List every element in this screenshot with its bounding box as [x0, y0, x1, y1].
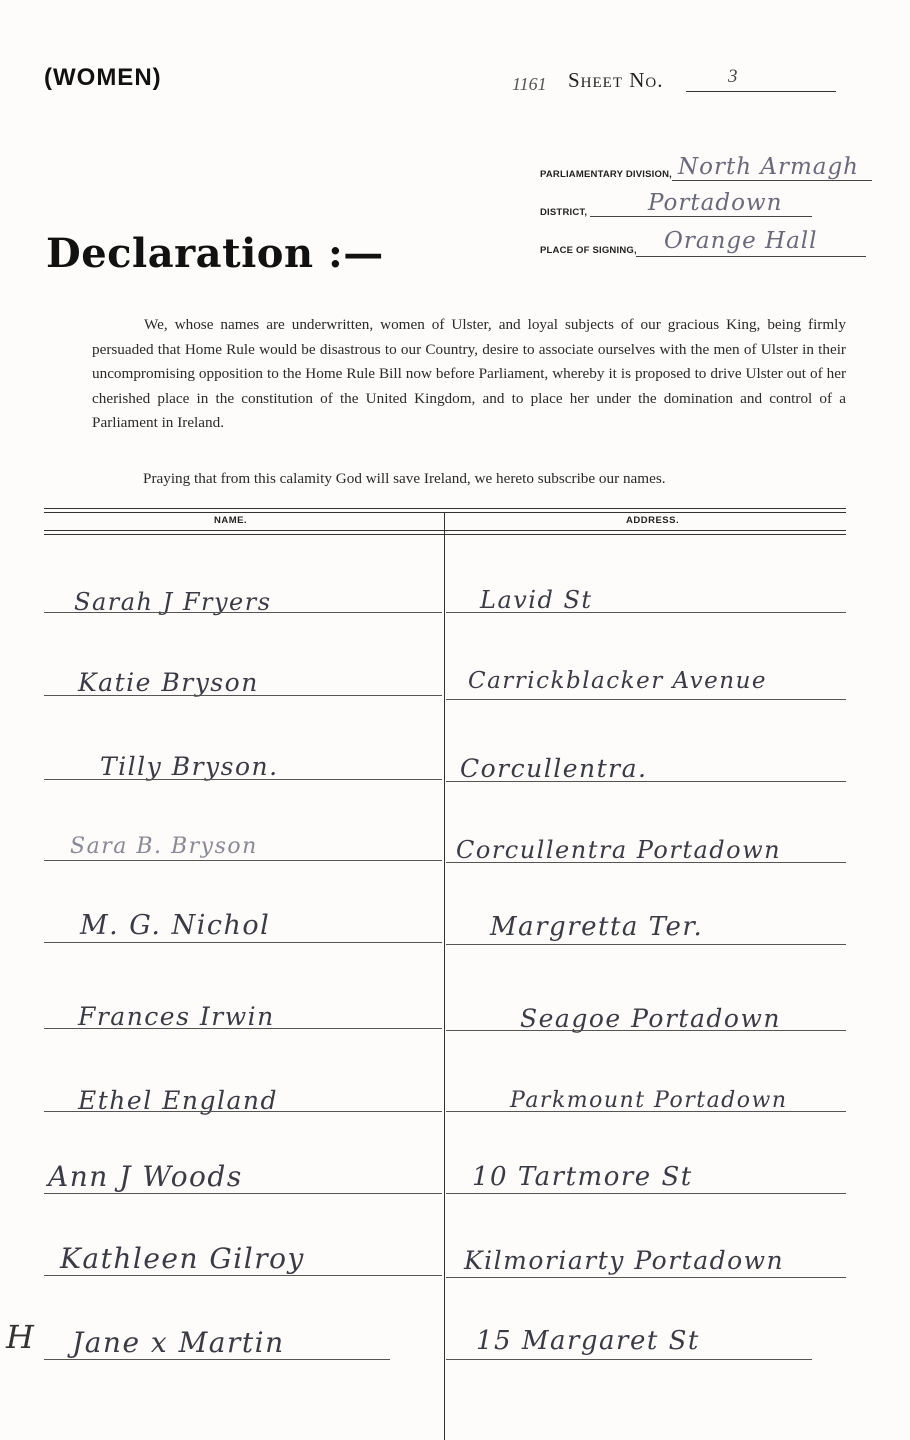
place-label: PLACE OF SIGNING, — [540, 245, 637, 256]
name-column-header: NAME. — [214, 515, 248, 526]
signature-address: 15 Margaret St — [476, 1326, 700, 1356]
declaration-title: Declaration :— — [46, 230, 384, 277]
address-rule — [446, 1277, 846, 1278]
name-rule — [44, 942, 442, 943]
division-line — [672, 180, 872, 181]
signature-address: Corcullentra. — [460, 754, 648, 783]
address-rule — [446, 1359, 812, 1360]
address-rule — [446, 1111, 846, 1112]
address-rule — [446, 862, 846, 863]
column-divider — [444, 512, 445, 1440]
address-rule — [446, 781, 846, 782]
signature-name: Sarah J Fryers — [74, 588, 272, 616]
declaration-body: We, whose names are underwritten, women of Ulster, and loyal subjects of our gracious King, being firmly persuaded that Home Rule would be disastrous to our Country, desire to associate ourselves with the men of Ulster in their uncompromising opposition to the Home Rule Bill now before Parliament, whereby it is proposed to drive Ulster out of her cherished place in the constitution of the United Kingdom, and to place her under the domination and control of a Parliament in Ireland. — [92, 316, 846, 431]
address-rule — [446, 699, 846, 700]
name-rule — [44, 779, 442, 780]
signature-address: Lavid St — [480, 586, 593, 614]
name-rule — [44, 1275, 442, 1276]
signature-name: Tilly Bryson. — [100, 752, 279, 781]
header-bottom-rule — [44, 530, 846, 531]
name-rule — [44, 860, 442, 861]
sheet-number: 3 — [728, 66, 738, 87]
name-rule — [44, 1359, 390, 1360]
signature-name: Katie Bryson — [78, 668, 259, 697]
place-value: Orange Hall — [664, 228, 818, 254]
signature-address: Corcullentra Portadown — [456, 836, 782, 864]
place-line — [636, 256, 866, 257]
margin-mark: H — [6, 1318, 34, 1356]
district-value: Portadown — [648, 190, 783, 216]
prayer-text: Praying that from this calamity God will save Ireland, we hereto subscribe our names. — [143, 470, 666, 487]
signature-name: Sara B. Bryson — [70, 834, 258, 859]
name-rule — [44, 1111, 442, 1112]
signature-address: Seagoe Portadown — [520, 1004, 781, 1033]
address-column-header: ADDRESS. — [626, 515, 680, 526]
name-rule — [44, 1028, 442, 1029]
signature-address: Kilmoriarty Portadown — [464, 1246, 785, 1275]
division-value: North Armagh — [678, 154, 859, 180]
address-rule — [446, 944, 846, 945]
women-label: (WOMEN) — [44, 64, 162, 91]
district-label: DISTRICT, — [540, 207, 588, 218]
header-bottom-rule-inner — [44, 534, 846, 535]
signature-name: Ann J Woods — [48, 1160, 243, 1193]
signature-name: Frances Irwin — [78, 1002, 275, 1031]
signature-name: Jane x Martin — [72, 1326, 285, 1359]
address-rule — [446, 1030, 846, 1031]
signature-name: Kathleen Gilroy — [60, 1242, 305, 1275]
address-rule — [446, 612, 846, 613]
signature-address: Parkmount Portadown — [510, 1088, 788, 1113]
signature-address: Carrickblacker Avenue — [468, 668, 768, 694]
name-rule — [44, 1193, 442, 1194]
sheet-reference-number: 1161 — [512, 74, 547, 94]
name-rule — [44, 612, 442, 613]
name-rule — [44, 695, 442, 696]
division-label: PARLIAMENTARY DIVISION, — [540, 169, 672, 180]
address-rule — [446, 1193, 846, 1194]
table-top-rule-inner — [44, 512, 846, 513]
sheet-number-line — [686, 91, 836, 92]
district-line — [590, 216, 812, 217]
signature-name: M. G. Nichol — [80, 910, 271, 941]
sheet-label: Sheet No. — [568, 68, 664, 92]
signature-address: Margretta Ter. — [490, 912, 704, 942]
signature-name: Ethel England — [78, 1086, 278, 1115]
table-top-rule — [44, 508, 846, 509]
signature-address: 10 Tartmore St — [472, 1162, 693, 1192]
